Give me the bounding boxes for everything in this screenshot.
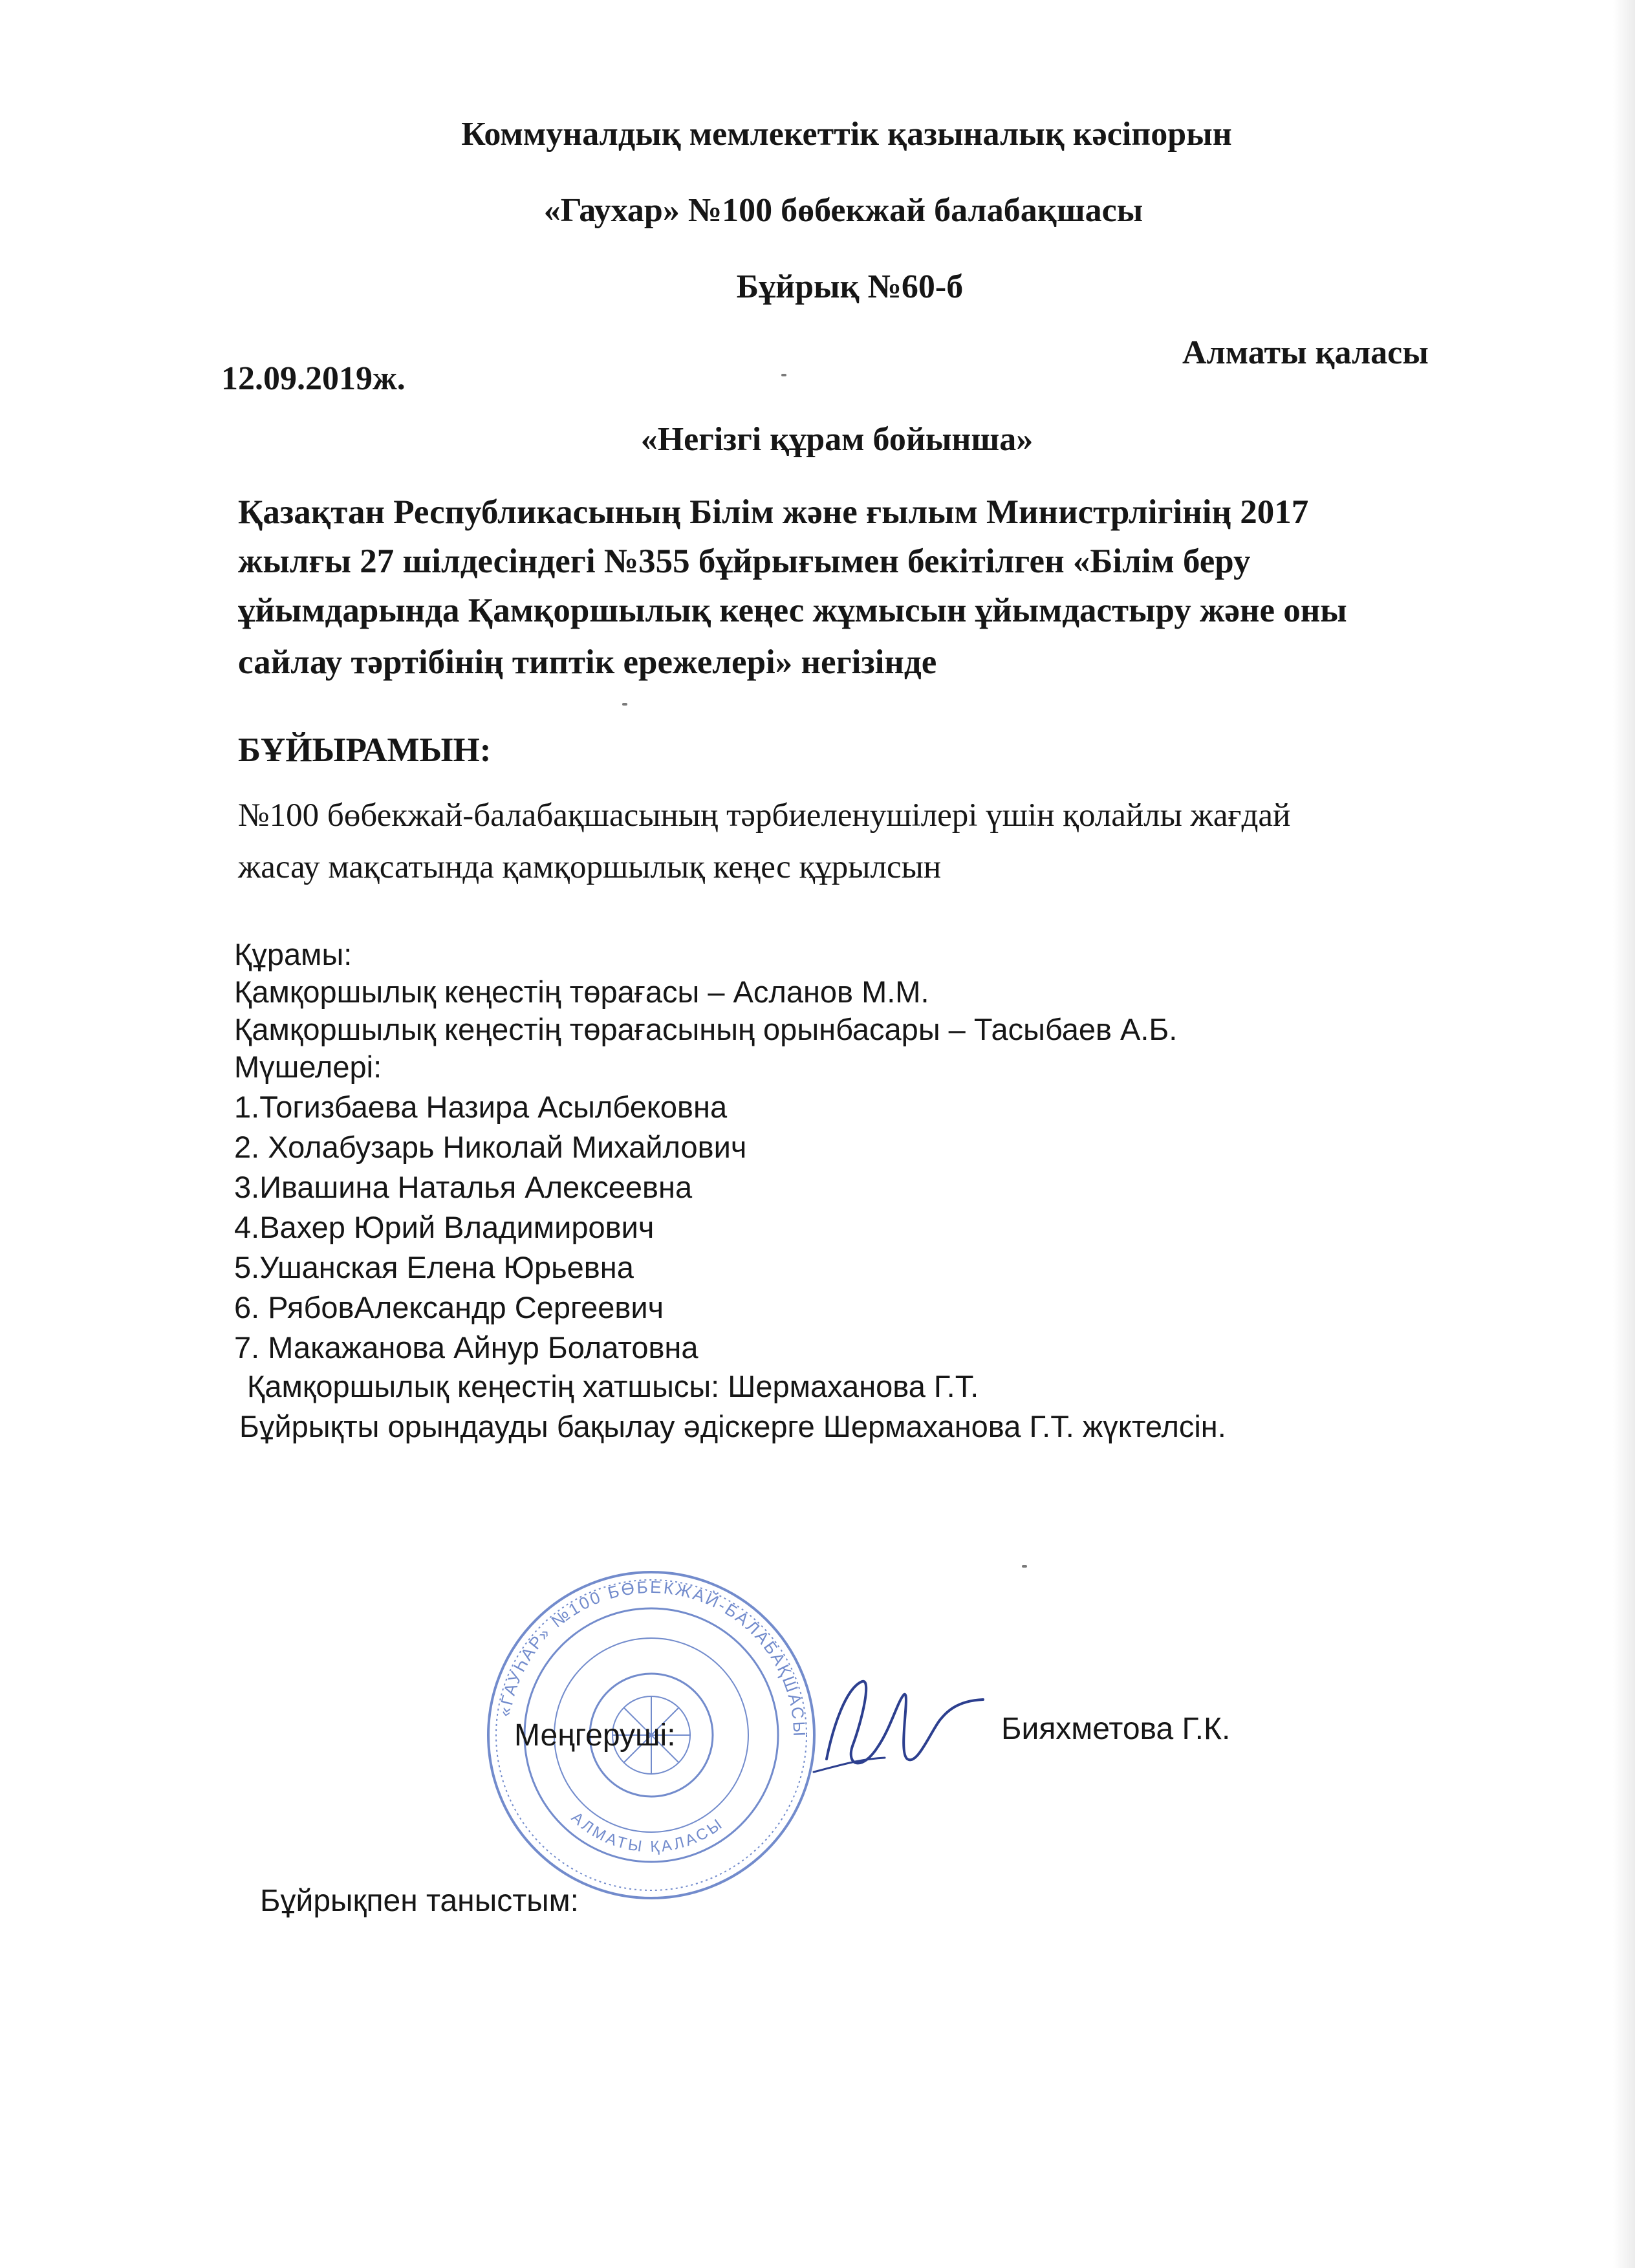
scan-speck bbox=[1022, 1565, 1027, 1568]
member-item: 7. Макажанова Айнур Болатовна bbox=[234, 1330, 698, 1365]
order-number: Бұйрық №60-б bbox=[736, 268, 964, 305]
member-item: 3.Ивашина Наталья Алексеевна bbox=[234, 1170, 693, 1204]
member-item: 6. РябовАлександр Сергеевич bbox=[234, 1290, 664, 1324]
scan-edge-shadow bbox=[1613, 0, 1635, 2268]
control-assignment: Бұйрықты орындауды бақылау әдіскерге Шермаханова Г.Т. жүктелсін. bbox=[239, 1409, 1226, 1443]
council-chair: Қамқоршылық кеңестің төрағасы – Асланов М.М. bbox=[234, 975, 929, 1009]
signatory-name: Бияхметова Г.К. bbox=[1001, 1712, 1231, 1746]
member-item: 1.Тогизбаева Назира Асылбековна bbox=[234, 1090, 728, 1124]
order-subject: «Негізгі құрам бойынша» bbox=[640, 421, 1034, 458]
acknowledged-label: Бұйрықпен таныстым: bbox=[260, 1884, 579, 1918]
order-date: 12.09.2019ж. bbox=[221, 360, 406, 397]
signatory-role: Меңгеруші: bbox=[514, 1718, 676, 1753]
org-name-line: «Гаухар» №100 бөбекжай балабақшасы bbox=[543, 192, 1143, 229]
scan-speck bbox=[781, 374, 786, 376]
members-heading: Мүшелері: bbox=[234, 1050, 382, 1084]
preamble-line: сайлау тәртібінің типтік ережелері» негізінде bbox=[238, 643, 937, 681]
composition-heading: Құрамы: bbox=[234, 937, 352, 971]
purpose-line: №100 бөбекжай-балабақшасының тәрбиеленушілері үшін қолайлы жағдай bbox=[238, 797, 1291, 834]
scan-speck bbox=[622, 703, 627, 706]
member-item: 4.Вахер Юрий Владимирович bbox=[234, 1210, 655, 1244]
preamble-line: Қазақтан Республикасының Білім және ғылым Министрлігінің 2017 bbox=[238, 493, 1309, 531]
svg-text:«ГАУҺАР» №100 БӨБЕКЖАЙ-БАЛАБАҚ bbox=[495, 1577, 809, 1738]
member-item: 2. Холабузарь Николай Михайлович bbox=[234, 1130, 747, 1164]
preamble-line: жылғы 27 шілдесіндегі №355 бұйрығымен бекітілген «Білім беру bbox=[238, 543, 1251, 580]
preamble-line: ұйымдарында Қамқоршылық кеңес жұмысын ұйымдастыру және оны bbox=[238, 592, 1347, 629]
member-item: 5.Ушанская Елена Юрьевна bbox=[234, 1250, 634, 1284]
stamp-inner-text: АЛМАТЫ ҚАЛАСЫ bbox=[568, 1808, 728, 1856]
handwritten-signature bbox=[801, 1662, 988, 1798]
order-city: Алматы қаласы bbox=[1182, 334, 1429, 371]
purpose-line: жасау мақсатында қамқоршылық кеңес құрылсын bbox=[238, 849, 942, 885]
org-type-line: Коммуналдық мемлекеттік қазыналық кәсіпорын bbox=[461, 116, 1232, 153]
stamp-outer-text: «ГАУҺАР» №100 БӨБЕКЖАЙ-БАЛАБАҚШАСЫ bbox=[494, 1577, 810, 1739]
council-deputy: Қамқоршылық кеңестің төрағасының орынбасары – Тасыбаев А.Б. bbox=[234, 1012, 1178, 1046]
command-heading: БҰЙЫРАМЫН: bbox=[238, 731, 492, 769]
council-secretary: Қамқоршылық кеңестің хатшысы: Шермаханова Г.Т. bbox=[247, 1369, 979, 1403]
